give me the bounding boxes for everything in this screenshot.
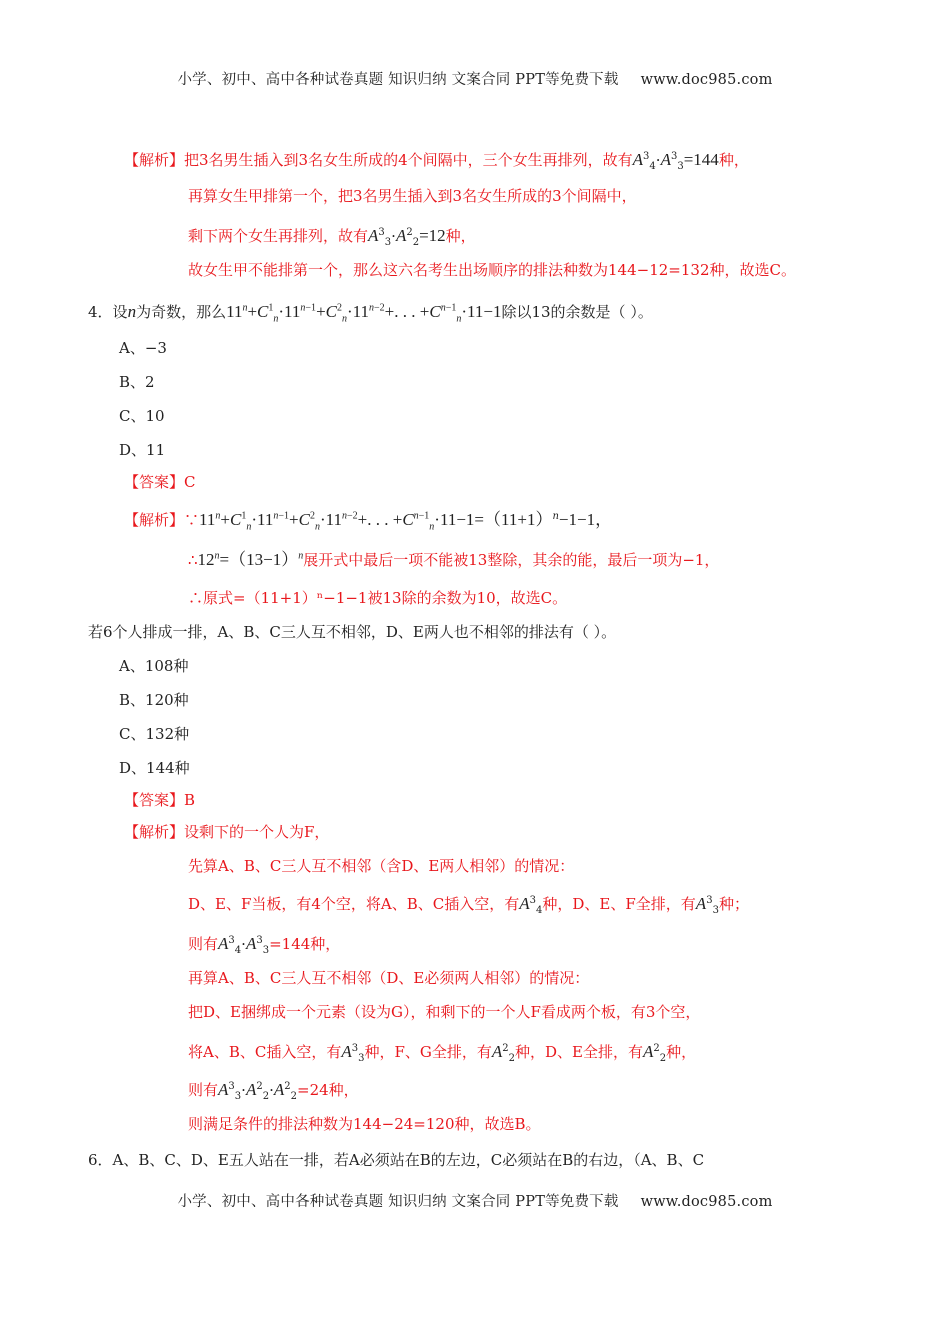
- text: =24种，: [297, 1081, 359, 1099]
- answer-tag: 【答案】: [124, 791, 185, 809]
- text: 则有: [188, 1081, 219, 1099]
- q5-analysis-line-9: 则满足条件的排法种数为144−24=120种，故选B。: [188, 1115, 541, 1133]
- text: 种；: [718, 895, 749, 913]
- q4-option-b: B、2: [119, 373, 155, 391]
- text: 设剩下的一个人为F，: [184, 823, 330, 841]
- q4-analysis-line-2: $\therefore 12^n=(13-1)^n$展开式中最后一项不能被13整除，其余的能，最后一项为−1，: [188, 550, 720, 569]
- text: ∴: [188, 551, 198, 569]
- q5-analysis-line-5: 再算A、B、C三人互不相邻（D、E必须两人相邻）的情况：: [188, 969, 590, 987]
- q4-option-c: C、10: [119, 407, 165, 425]
- text: 种，: [666, 1043, 697, 1061]
- q5-analysis-line-6: 把D、E捆绑成一个元素（设为G），和剩下的一个人F看成两个板，有3个空，: [188, 1003, 701, 1021]
- q5-analysis-line-2: 先算A、B、C三人互不相邻（含D、E两人相邻）的情况：: [188, 857, 575, 875]
- q4-answer: [124, 472, 196, 492]
- math: =（11+1）: [474, 510, 553, 529]
- text: =144种，: [269, 935, 341, 953]
- q4-option-a: A、−3: [119, 339, 167, 357]
- q3-analysis-line-1: 【解析】把3名男生插入到3名女生所成的4个间隔中，三个女生再排列，故有$A^3_4\cdot A^3_3=144$种，: [124, 150, 749, 172]
- text: 除以13的余数是（ ）。: [501, 303, 653, 321]
- text: ∵: [184, 511, 200, 529]
- q5-option-a: A、108种: [119, 657, 189, 675]
- text: 种，: [445, 227, 476, 245]
- q4-stem: 4．设n为奇数，那么$11^n+C^1_n\cdot 11^{n-1}+C^2_n\cdot 11^{n-2}+$. . . $+C^{n-1}_n\cdot 11-1$除以13的余数是（ ）。: [88, 302, 653, 325]
- q5-analysis-line-3: D、E、F当板，有4个空，将A、B、C插入空，有$A^3_4$种，D、E、F全排，有$A^3_3$种；: [188, 894, 749, 916]
- text: D、E、F当板，有4个空，将A、B、C插入空，有: [188, 895, 520, 913]
- q3-analysis-line-3: 剩下两个女生再排列，故有$A^3_3\cdot A^2_2=12$种，: [188, 226, 476, 248]
- answer-value: C: [184, 473, 196, 491]
- question-number: 6．: [88, 1151, 113, 1169]
- page-header: [0, 68, 950, 89]
- text: A、B、C、D、E五人站在一排，若A必须站在B的左边，C必须站在B的右边，（A、B、C: [112, 1151, 705, 1169]
- q3-analysis-line-2: 再算女生甲排第一个，把3名男生插入到3名女生所成的3个间隔中，: [188, 187, 637, 205]
- text: 设: [112, 303, 128, 321]
- page-footer: [0, 1190, 950, 1211]
- footer-text: 小学、初中、高中各种试卷真题 知识归纳 文案合同 PPT等免费下载: [177, 1194, 619, 1210]
- text: 种，: [718, 151, 749, 169]
- text: 将A、B、C插入空，有: [188, 1043, 342, 1061]
- q5-option-d: D、144种: [119, 759, 190, 777]
- answer-value: B: [184, 791, 196, 809]
- text: 种，D、E全排，有: [515, 1043, 644, 1061]
- q5-analysis-line-1: [124, 822, 329, 842]
- text: 把3名男生插入到3名女生所成的4个间隔中，三个女生再排列，故有: [184, 151, 633, 169]
- q4-analysis-line-3: ∴原式=（11+1）ⁿ−1−1被13除的余数为10，故选C。: [188, 589, 568, 607]
- q5-stem: 若6个人排成一排，A、B、C三人互不相邻，D、E两人也不相邻的排法有（ ）。: [88, 623, 617, 641]
- math: =12: [419, 226, 446, 245]
- analysis-tag: 【解析】: [124, 511, 185, 529]
- math: =144: [683, 150, 719, 169]
- text: 种，D、E、F全排，有: [542, 895, 696, 913]
- math-n: n: [127, 302, 137, 321]
- analysis-tag: 【解析】: [124, 823, 185, 841]
- q6-stem: [88, 1150, 704, 1170]
- q3-analysis-line-4: 故女生甲不能排第一个，那么这六名考生出场顺序的排法种数为144−12=132种，故选C。: [188, 261, 796, 279]
- math: −1−1，: [558, 510, 613, 529]
- text: 剩下两个女生再排列，故有: [188, 227, 369, 245]
- text: 展开式中最后一项不能被13整除，其余的能，最后一项为−1，: [303, 551, 720, 569]
- q5-analysis-line-8: 则有$A^3_3\cdot A^2_2\cdot A^2_2=24$种，: [188, 1080, 359, 1102]
- q5-answer: [124, 790, 195, 810]
- header-site: www.doc985.com: [640, 72, 773, 88]
- text: 种，F、G全排，有: [364, 1043, 492, 1061]
- question-number: 4．: [88, 303, 113, 321]
- q5-option-c: C、132种: [119, 725, 190, 743]
- text: 为奇数，那么: [136, 303, 227, 321]
- q5-analysis-line-7: 将A、B、C插入空，有$A^3_3$种，F、G全排，有$A^2_2$种，D、E全排，有$A^2_2$种，: [188, 1042, 697, 1064]
- q5-option-b: B、120种: [119, 691, 189, 709]
- header-text: 小学、初中、高中各种试卷真题 知识归纳 文案合同 PPT等免费下载: [177, 72, 619, 88]
- analysis-tag: 【解析】: [124, 151, 185, 169]
- answer-tag: 【答案】: [124, 473, 185, 491]
- q4-analysis-line-1: 【解析】$\because 11^n+C^1_n\cdot 11^{n-1}+C^2_n\cdot 11^{n-2}+$. . . $+C^{n-1}_n\cdot 11-1=(11+1)^n-1-1$，: [124, 510, 613, 533]
- footer-site: www.doc985.com: [640, 1194, 773, 1210]
- q4-option-d: D、11: [119, 441, 166, 459]
- text: 则有: [188, 935, 219, 953]
- q5-analysis-line-4: 则有$A^3_4\cdot A^3_3=144$种，: [188, 934, 341, 956]
